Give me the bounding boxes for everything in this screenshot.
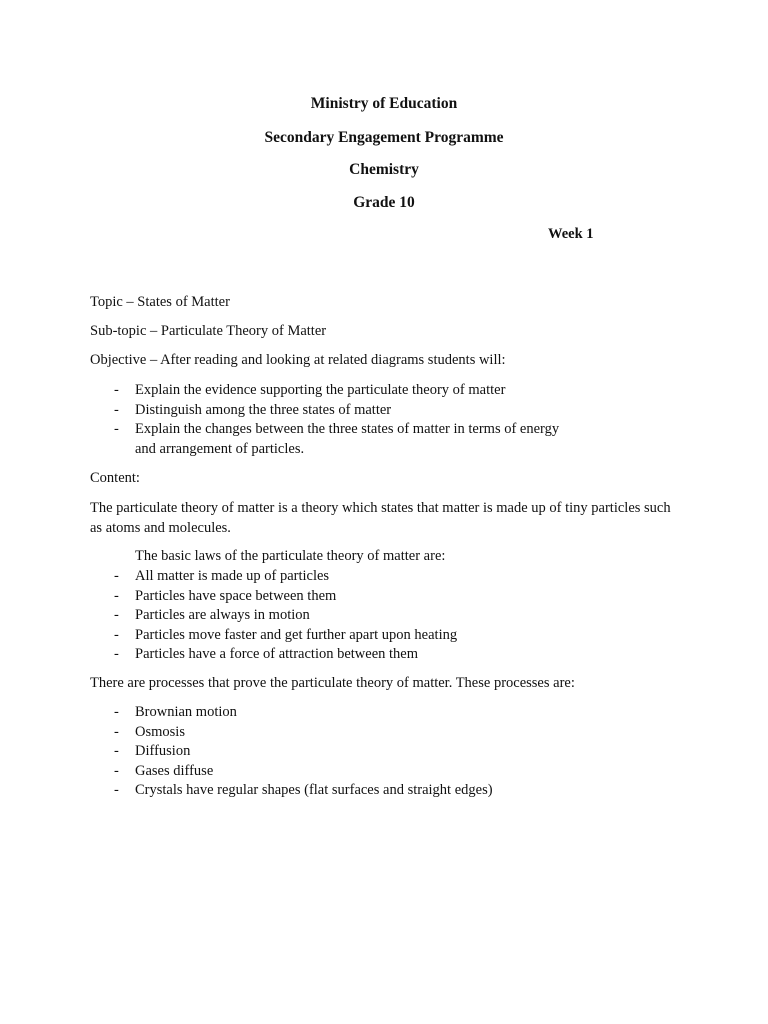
list-item (90, 742, 680, 762)
law-text: Particles are always in motion (135, 607, 310, 623)
bullet-dash: - (114, 401, 119, 418)
list-item (90, 626, 680, 646)
law-text: All matter is made up of particles (135, 568, 330, 584)
objective-line: Objective – After reading and looking at related diagrams students will: (90, 352, 506, 368)
list-item (90, 645, 680, 665)
bullet-dash: - (114, 646, 119, 662)
grade-title: Grade 10 (353, 194, 415, 211)
process-text: Brownian motion (135, 704, 237, 720)
process-text: Crystals have regular shapes (flat surfaces and straight edges) (135, 782, 493, 798)
bullet-dash: - (114, 626, 119, 643)
list-item (90, 703, 680, 723)
objective-text: Explain the changes between the three states of matter in terms of energy and arrangement of particles. (135, 421, 560, 457)
topic-line: Topic – States of Matter (90, 294, 230, 310)
bullet-dash: - (114, 704, 119, 720)
programme-title: Secondary Engagement Programme (264, 129, 504, 146)
list-item (90, 587, 680, 607)
bullet-dash: - (114, 743, 119, 759)
list-item (90, 567, 680, 587)
list-item (90, 420, 680, 459)
process-text: Gases diffuse (135, 762, 214, 779)
bullet-dash: - (114, 607, 119, 623)
bullet-dash: - (114, 587, 119, 604)
subtopic-line: Sub-topic – Particulate Theory of Matter (90, 323, 327, 339)
list-item (90, 781, 680, 801)
ministry-title: Ministry of Education (310, 95, 458, 112)
processes-intro: There are processes that prove the particulate theory of matter. These processes are: (90, 675, 575, 691)
bullet-dash: - (114, 723, 119, 740)
laws-intro: The basic laws of the particulate theory of matter are: (135, 548, 446, 564)
law-text: Particles have space between them (135, 587, 337, 604)
list-item (90, 606, 680, 626)
objective-text: Distinguish among the three states of matter (135, 401, 392, 418)
content-label: Content: (90, 470, 140, 486)
objectives-list (90, 381, 680, 459)
list-item (90, 723, 680, 743)
week-label: Week 1 (548, 226, 594, 242)
process-text: Osmosis (135, 723, 185, 740)
bullet-dash: - (114, 568, 119, 584)
content-intro: The particulate theory of matter is a theory which states that matter is made up of tiny particles such as atoms and molecules. (90, 500, 671, 536)
laws-list (90, 567, 680, 665)
law-text: Particles have a force of attraction between them (135, 646, 419, 662)
processes-list (90, 703, 680, 801)
subject-title: Chemistry (349, 161, 419, 178)
list-item (90, 381, 680, 401)
bullet-dash: - (114, 382, 119, 398)
process-text: Diffusion (135, 743, 191, 759)
list-item (90, 401, 680, 421)
objective-text: Explain the evidence supporting the particulate theory of matter (135, 382, 506, 398)
list-item (90, 762, 680, 782)
bullet-dash: - (114, 782, 119, 798)
law-text: Particles move faster and get further apart upon heating (135, 626, 458, 643)
bullet-dash: - (114, 421, 119, 437)
bullet-dash: - (114, 762, 119, 779)
